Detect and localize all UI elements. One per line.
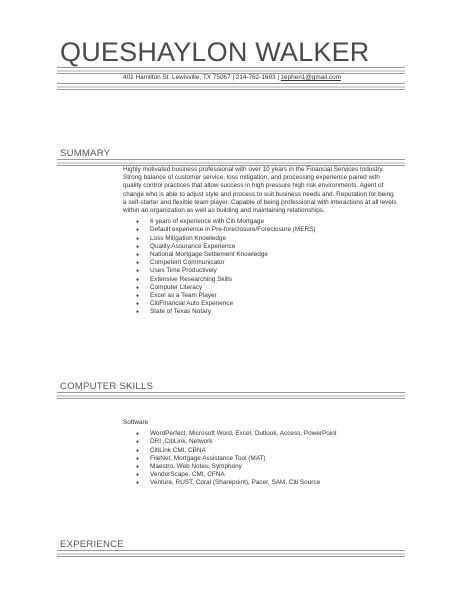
- phone-text: 214-762-1693: [235, 74, 276, 81]
- contact-line: [0, 74, 464, 81]
- contact-rule: [57, 83, 405, 90]
- candidate-name: QUESHAYLON WALKER: [60, 37, 370, 67]
- list-item: ● VendorScape, CMI, CFNA: [123, 471, 399, 479]
- list-item: ● Default experience in Pre-foreclosure/Foreclosure (MERS): [123, 226, 399, 234]
- list-item: ● Excel as a Team Player: [123, 292, 399, 300]
- list-item: ● Loss Mitigation Knowledge: [123, 235, 399, 243]
- summary-heading: SUMMARY: [60, 148, 111, 159]
- list-item: ● Quality Assurance Experience: [123, 243, 399, 251]
- list-item: ● CitiFinancial Auto Experience: [123, 300, 399, 308]
- list-item: ● Venture, RUST, Coral (Sharepoint), Pacer, SAM, Citi Source: [123, 479, 399, 487]
- list-item: ● Computer Literacy: [123, 284, 399, 292]
- software-subheading: Software: [123, 419, 149, 426]
- contact-separator: |: [277, 74, 280, 81]
- summary-section: [123, 166, 399, 317]
- list-item: ● 6 years of experience with Citi Mortgage: [123, 218, 399, 226]
- list-item: ● DRI ,CitiLink, Network: [123, 438, 399, 446]
- list-item: ● WordPerfect, Microsoft Word, Excel, Outlook, Access, PowerPoint: [123, 430, 399, 438]
- list-item: ● State of Texas Notary: [123, 308, 399, 316]
- email-link[interactable]: zephen1@gmail.com: [280, 74, 341, 81]
- experience-rule: [57, 550, 405, 557]
- list-item: ● Competent Communicator: [123, 259, 399, 267]
- list-item: ● CitiLink CMI, CBNA: [123, 447, 399, 455]
- summary-paragraph: Highly motivated business professional with over 10 years in the Financial Services Industry. Strong balance of customer service, loss mitigation, and processing experience paired with quality control practices that allow success in high pressure high risk environments. Agent of change who is able to adjust style and process to suit business needs and. Reputation for being a self-starter and flexible team player. Capable of being professional with interactions at all levels within an organization as well as building and maintaining relationships.: [123, 166, 397, 215]
- list-item: ● Maestro, Web Notes, Symphony: [123, 463, 399, 471]
- list-item: ● National Mortgage Settlement Knowledge: [123, 251, 399, 259]
- header-rule: [57, 67, 405, 74]
- computer-skills-section: [123, 419, 399, 488]
- list-item: ● Extensive Researching Skills: [123, 276, 399, 284]
- list-item: ● FileNet, Mortgage Assistance Tool (MAT): [123, 455, 399, 463]
- experience-heading: EXPERIENCE: [60, 539, 124, 550]
- summary-rule: [57, 159, 405, 166]
- summary-bullet-list: [123, 218, 399, 316]
- address-text: 401 Hamilton St. Lewisville, TX 75067: [123, 74, 231, 81]
- computer-skills-rule: [57, 392, 405, 399]
- contact-separator: |: [232, 74, 234, 81]
- computer-skills-heading: COMPUTER SKILLS: [60, 381, 154, 392]
- software-bullet-list: [123, 430, 399, 487]
- list-item: ● Uses Time Productively: [123, 267, 399, 275]
